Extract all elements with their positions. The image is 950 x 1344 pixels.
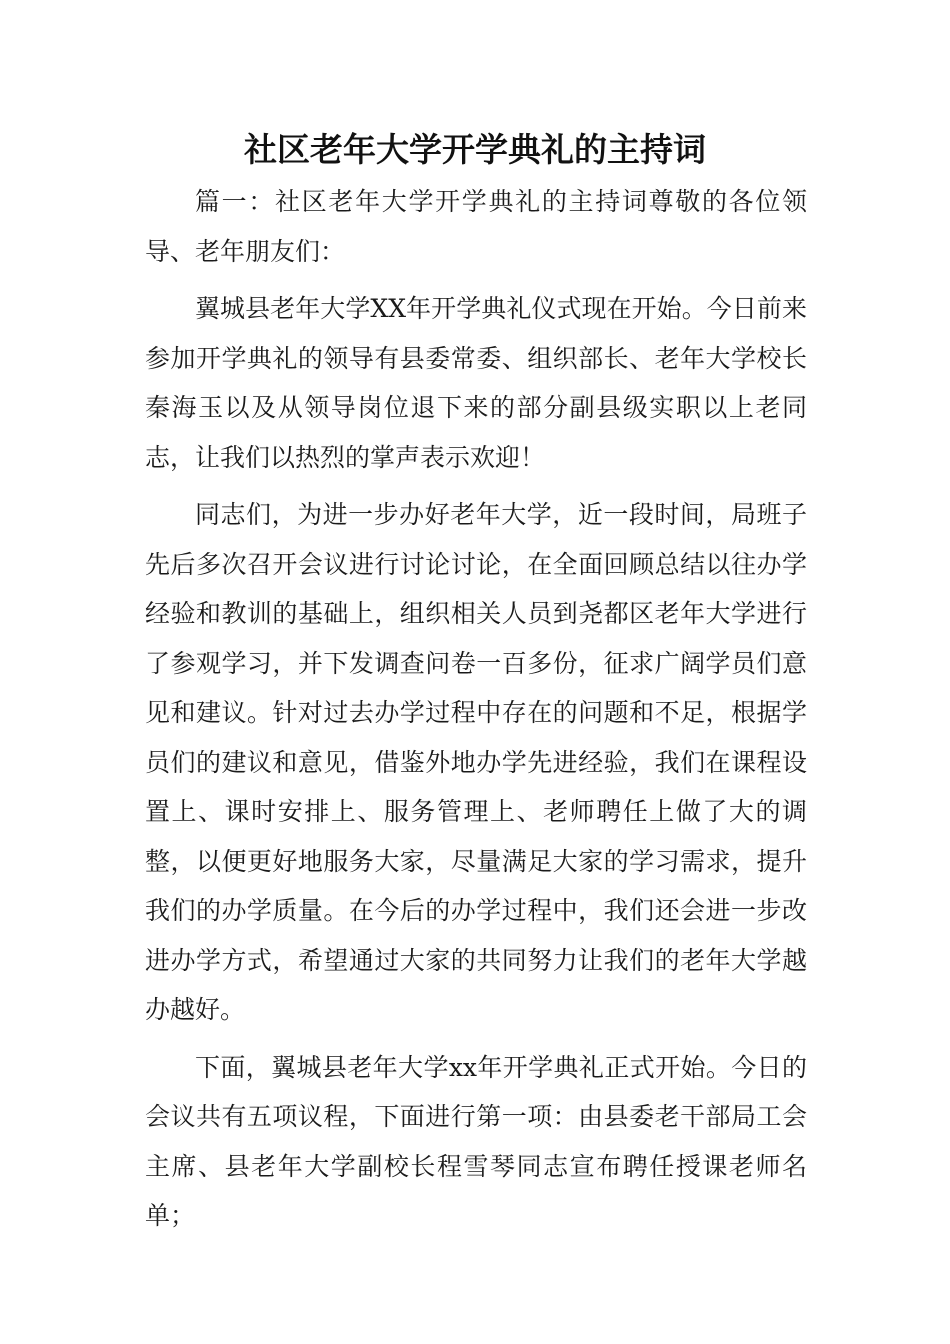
paragraph-agenda: 下面，翼城县老年大学xx年开学典礼正式开始。今日的会议共有五项议程，下面进行第一项：由县委老干部局工会主席、县老年大学副校长程雪琴同志宣布聘任授课老师名单； — [145, 1052, 807, 1230]
paragraph-preparation: 同志们，为进一步办好老年大学，近一段时间，局班子先后多次召开会议进行讨论讨论，在全面回顾总结以往办学经验和教训的基础上，组织相关人员到尧都区老年大学进行了参观学习，并下发调查问卷一百多份，征求广阔学员们意见和建议。针对过去办学过程中存在的问题和不足，根据学员们的建议和意见，借鉴外地办学先进经验，我们在课程设置上、课时安排上、服务管理上、老师聘任上做了大的调整，以便更好地服务大家，尽量满足大家的学习需求，提升我们的办学质量。在今后的办学过程中，我们还会进一步改进办学方式，希望通过大家的共同努力让我们的老年大学越办越好。 — [145, 500, 807, 1024]
document-body — [145, 177, 807, 1241]
document-title: 社区老年大学开学典礼的主持词 — [244, 130, 706, 169]
paragraph-intro: 篇一：社区老年大学开学典礼的主持词尊敬的各位领导、老年朋友们： — [145, 187, 807, 266]
paragraph-opening: 翼城县老年大学XX年开学典礼仪式现在开始。今日前来参加开学典礼的领导有县委常委、组织部长、老年大学校长秦海玉以及从领导岗位退下来的部分副县级实职以上老同志，让我们以热烈的掌声表示欢迎！ — [145, 294, 807, 472]
